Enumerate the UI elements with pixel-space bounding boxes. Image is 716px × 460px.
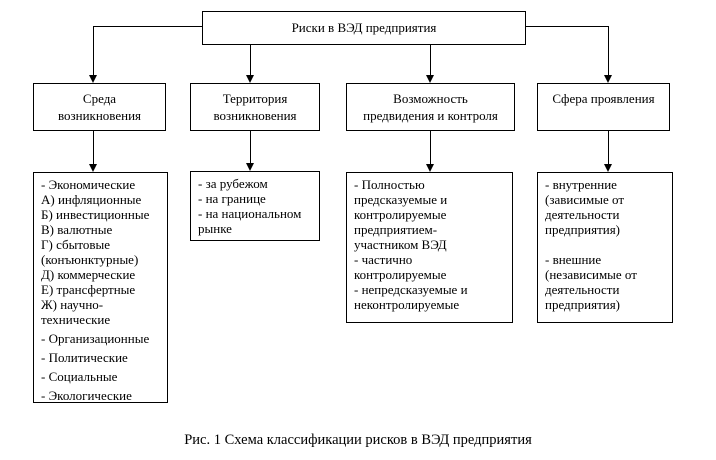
list-origin-environment: [33, 172, 168, 403]
node-label-line: Среда: [82, 91, 117, 106]
list-item: Д) коммерческие: [41, 267, 136, 282]
list-item: - на национальном рынке: [198, 206, 302, 236]
node-predictability-control: [346, 83, 515, 131]
list-manifestation-sphere: [537, 172, 673, 323]
list-item: - Экологические: [41, 388, 132, 403]
connector-line: [93, 26, 94, 75]
list-item: А) инфляционные: [41, 192, 142, 207]
root-node-label: Риски в ВЭД предприятия: [291, 20, 437, 35]
list-item: Г) сбытовые (конъюнктурные): [41, 237, 139, 267]
list-item: - непредсказуемые и неконтролируемые: [354, 282, 468, 312]
node-label-line: Сфера проявления: [552, 91, 655, 106]
connector-line: [430, 45, 431, 75]
list-item: - Социальные: [41, 369, 118, 384]
list-item: Б) инвестиционные: [41, 207, 150, 222]
list-item: - на границе: [198, 191, 266, 206]
arrow-down-icon: [604, 164, 612, 172]
arrow-down-icon: [89, 164, 97, 172]
list-item: - Политические: [41, 350, 128, 365]
arrow-down-icon: [426, 75, 434, 83]
list-item: - Организационные: [41, 331, 150, 346]
arrow-down-icon: [426, 164, 434, 172]
arrow-down-icon: [246, 163, 254, 171]
figure-caption: Рис. 1 Схема классификации рисков в ВЭД предприятия: [184, 432, 532, 448]
node-manifestation-sphere: [537, 83, 670, 131]
list-origin-territory: [190, 171, 320, 241]
list-predictability-control: [346, 172, 513, 323]
arrow-down-icon: [604, 75, 612, 83]
list-item: - частично контролируемые: [354, 252, 447, 282]
connector-line: [250, 45, 251, 75]
list-item: Ж) научно-технические: [41, 297, 111, 327]
connector-line: [608, 26, 609, 75]
list-item: - внутренние (зависимые от деятельности предприятия): [545, 177, 625, 237]
connector-line: [608, 131, 609, 164]
arrow-down-icon: [89, 75, 97, 83]
list-item: Е) трансфертные: [41, 282, 136, 297]
node-label-line: предвидения и контроля: [363, 108, 498, 123]
root-node-risks: [202, 11, 526, 45]
connector-line: [430, 131, 431, 164]
connector-line: [250, 131, 251, 164]
node-origin-environment: [33, 83, 166, 131]
node-label-line: Территория: [222, 91, 288, 106]
list-item: В) валютные: [41, 222, 113, 237]
list-item: - за рубежом: [198, 176, 268, 191]
connector-line: [526, 26, 608, 27]
node-label-line: возникновения: [213, 108, 297, 123]
connector-line: [93, 26, 202, 27]
node-origin-territory: [190, 83, 320, 131]
list-item: - Экономические: [41, 177, 136, 192]
arrow-down-icon: [246, 75, 254, 83]
node-label-line: Возможность: [393, 91, 468, 106]
list-item: - Полностью предсказуемые и контролируемые предприятием-участником ВЭД: [354, 177, 448, 252]
connector-line: [93, 131, 94, 164]
node-label-line: возникновения: [57, 108, 142, 123]
list-item: - внешние (независимые от деятельности предприятия): [545, 252, 637, 312]
